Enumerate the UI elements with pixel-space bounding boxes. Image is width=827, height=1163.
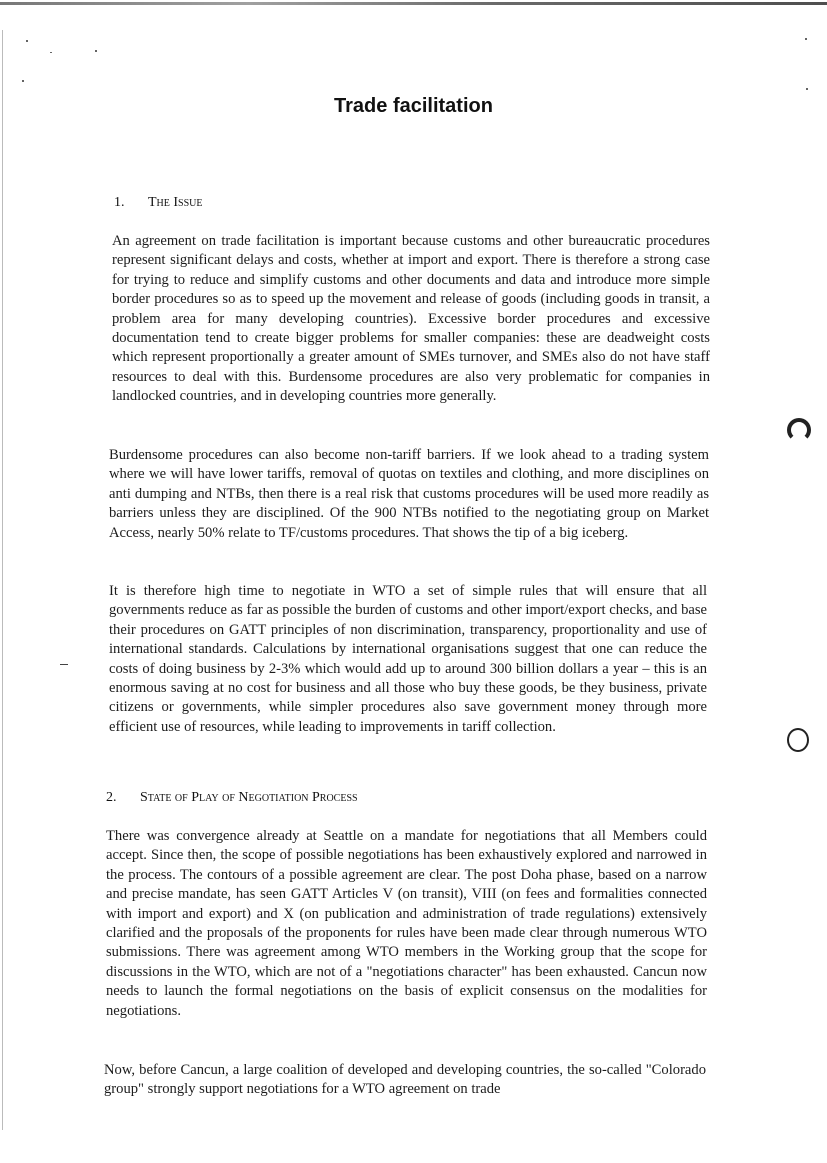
scan-speck	[26, 40, 28, 42]
punch-hole-mark	[787, 418, 811, 442]
paragraph: Burdensome procedures can also become non-tariff barriers. If we look ahead to a trading system where we will have lower tariffs, removal of quotas on textiles and clothing, and more disciplines on anti dumping and NTBs, then there is a real risk that customs procedures will be used more readily as barriers unless they are disciplined. Of the 900 NTBs notified to the negotiating group on Market Access, nearly 50% relate to TF/customs procedures. That shows the tip of a big iceberg.	[109, 447, 709, 541]
paragraph: There was convergence already at Seattle on a mandate for negotiations that all Members could accept. Since then, the scope of possible negotiations has been exhaustively explored and narrowed in the process. The contours of a possible agreement are clear. The post Doha phase, based on a narrow and precise mandate, has seen GATT Articles V (on transit), VIII (on fees and formalities connected with import and export) and X (on publication and administration of trade regulations) extensively clarified and the proposals of the proponents for rules have been made clear through numerous WTO submissions. There was agreement among WTO members in the Working group that the scope for discussions in the WTO, which are not of a "negotiations character" has been exhausted. Cancun now needs to launch the formal negotiations on the basis of explicit consensus on the modalities for negotiations.	[106, 828, 707, 1019]
scan-mark	[60, 664, 68, 665]
scan-speck	[50, 52, 52, 53]
scan-top-edge	[0, 2, 827, 5]
section-title: State of Play of Negotiation Process	[140, 790, 358, 805]
section-title: The Issue	[148, 195, 203, 210]
paragraph: An agreement on trade facilitation is important because customs and other bureaucratic procedures represent significant delays and costs, whether at import and export. There is therefore a strong case for trying to reduce and simplify customs and other documents and data and introduce more simple border procedures so as to speed up the movement and release of goods (including goods in transit, a problem area for many developing countries). Excessive border procedures and excessive documentation tend to create bigger problems for smaller companies: these are deadweight costs which represent proportionally a greater amount of SMEs turnover, and SMEs also do not have staff resources to deal with this. Burdensome procedures are also very problematic for companies in landlocked countries, and in developing countries more generally.	[112, 233, 710, 405]
section-heading	[106, 790, 358, 806]
section-number: 2.	[106, 790, 117, 805]
scan-speck	[806, 88, 808, 90]
scan-speck	[22, 80, 24, 82]
scan-left-edge	[2, 30, 3, 1130]
paragraph: It is therefore high time to negotiate in WTO a set of simple rules that will ensure that all governments reduce as far as possible the burden of customs and other import/export checks, and base their procedures on GATT principles of non discrimination, transparency, proportionality and use of international standards. Calculations by international organisations suggest that one can reduce the costs of doing business by 2-3% which would add up to around 300 billion dollars a year – this is an enormous saving at no cost for business and all those who buy these goods, be they business, private citizens or governments, while simpler procedures also save government money through more efficient use of resources, while leading to improvements in tariff collection.	[109, 583, 707, 735]
paragraph: Now, before Cancun, a large coalition of developed and developing countries, the so-called "Colorado group" strongly support negotiations for a WTO agreement on trade	[104, 1062, 706, 1098]
page-title: Trade facilitation	[334, 95, 493, 117]
section-number: 1.	[114, 195, 125, 210]
scan-speck	[805, 38, 807, 40]
scan-speck	[95, 50, 97, 52]
punch-hole-mark	[787, 728, 809, 752]
section-heading	[114, 195, 203, 211]
